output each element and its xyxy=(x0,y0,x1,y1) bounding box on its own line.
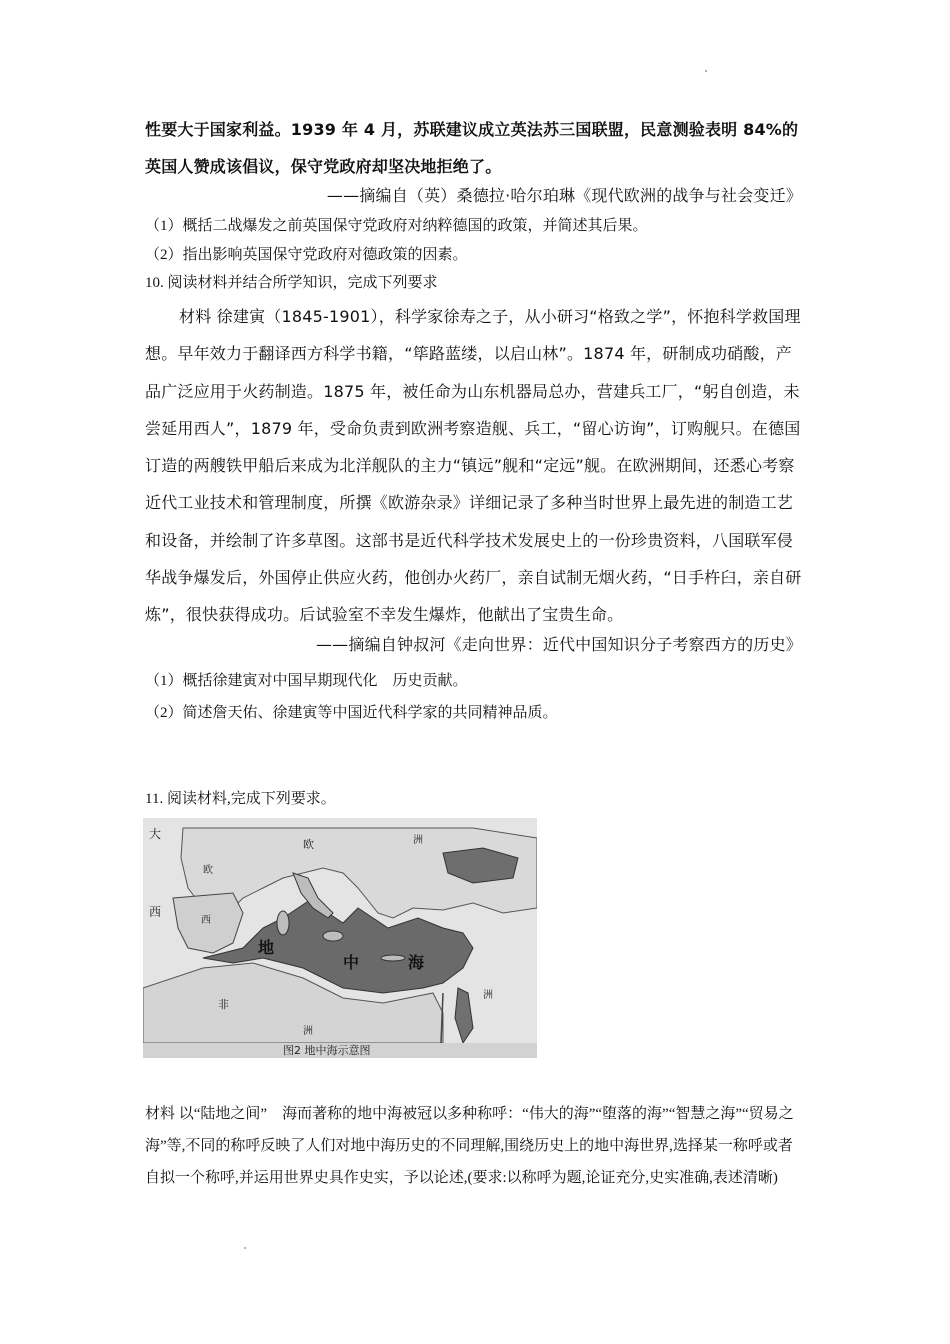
scan-speck xyxy=(244,1247,246,1249)
label-europe-center: 欧 xyxy=(303,838,314,851)
label-zhou-bottom: 洲 xyxy=(303,1026,313,1037)
label-africa: 非 xyxy=(218,998,229,1011)
map-caption: 图2 地中海示意图 xyxy=(283,1044,371,1057)
scan-speck xyxy=(705,70,707,72)
mediterranean-map xyxy=(143,818,537,1058)
q11-heading: 11. 阅读材料,完成下列要求。 xyxy=(145,791,336,807)
q10-question-1: （1）概括徐建寅对中国早期现代化 历史贡献。 xyxy=(145,673,468,689)
label-zhou-top: 洲 xyxy=(413,835,423,846)
label-zhong: 中 xyxy=(343,953,360,972)
label-west: 西 xyxy=(149,905,162,919)
label-europe-left: 欧 xyxy=(203,865,213,876)
q10-heading: 10. 阅读材料并结合所学知识，完成下列要求 xyxy=(145,275,438,291)
q10-source: ——摘编自钟叔河《走向世界：近代中国知识分子考察西方的历史》 xyxy=(315,635,802,654)
q9-question-1: （1）概括二战爆发之前英国保守党政府对纳粹德国的政策，并简述其后果。 xyxy=(145,218,648,234)
q9-question-2: （2）指出影响英国保守党政府对德政策的因素。 xyxy=(145,247,468,263)
q11-material: 材料 以“陆地之间” 海而著称的地中海被冠以多种称呼：“伟大的海”“堕落的海”“智慧之海”“贸易之海”等,不同的称呼反映了人们对地中海历史的不同理解,围绕历史上的地中海世界,选择某一称呼或者自拟一个称呼,并运用世界史具作史实，予以论述,(要求:以称呼为题,论证充分,史实准确,表述清晰) xyxy=(145,1106,794,1186)
q9-source: ——摘编自（英）桑德拉·哈尔珀琳《现代欧洲的战争与社会变迁》 xyxy=(326,186,802,205)
crete-island xyxy=(381,955,405,961)
sicily-island xyxy=(323,931,343,941)
label-atlantic: 大 xyxy=(149,827,162,841)
label-di: 地 xyxy=(258,938,275,957)
sardinia-island xyxy=(277,911,289,935)
q9-material-continuation: 性要大于国家利益。1939 年 4 月，苏联建议成立英法苏三国联盟，民意测验表明 84%的英国人赞成该倡议，保守党政府却坚决地拒绝了。 xyxy=(145,120,799,177)
q10-material: 材料 徐建寅（1845-1901），科学家徐寿之子，从小研习“格致之学”，怀抱科学救国理想。早年效力于翻译西方科学书籍，“筚路蓝缕，以启山林”。1874 年，研制成功硝酸，产品广泛应用于火药制造。1875 年，被任命为山东机器局总办，营建兵工厂，“躬自创造，未尝延用西人”，1879 年，受命负责到欧洲考察造舰、兵工，“留心访询”，订购舰只。在德国订造的两艘铁甲船后来成为北洋舰队的主力“镇远”舰和“定远”舰。在欧洲期间，还悉心考察近代工业技术和管理制度，所撰《欧游杂录》详细记录了多种当时世界上最先进的制造工艺和设备，并绘制了许多草图。这部书是近代科学技术发展史上的一份珍贵资料，八国联军侵华战争爆发后，外国停止供应火药，他创办火药厂，亲自试制无烟火药，“日手杵臼，亲自研炼”，很快获得成功。后试验室不幸发生爆炸，他献出了宝贵生命。 xyxy=(145,307,802,625)
q10-question-2: （2）简述詹天佑、徐建寅等中国近代科学家的共同精神品质。 xyxy=(145,705,558,721)
label-asia-right: 洲 xyxy=(483,990,493,1001)
label-iberia: 西 xyxy=(201,915,211,926)
label-hai: 海 xyxy=(408,953,425,972)
